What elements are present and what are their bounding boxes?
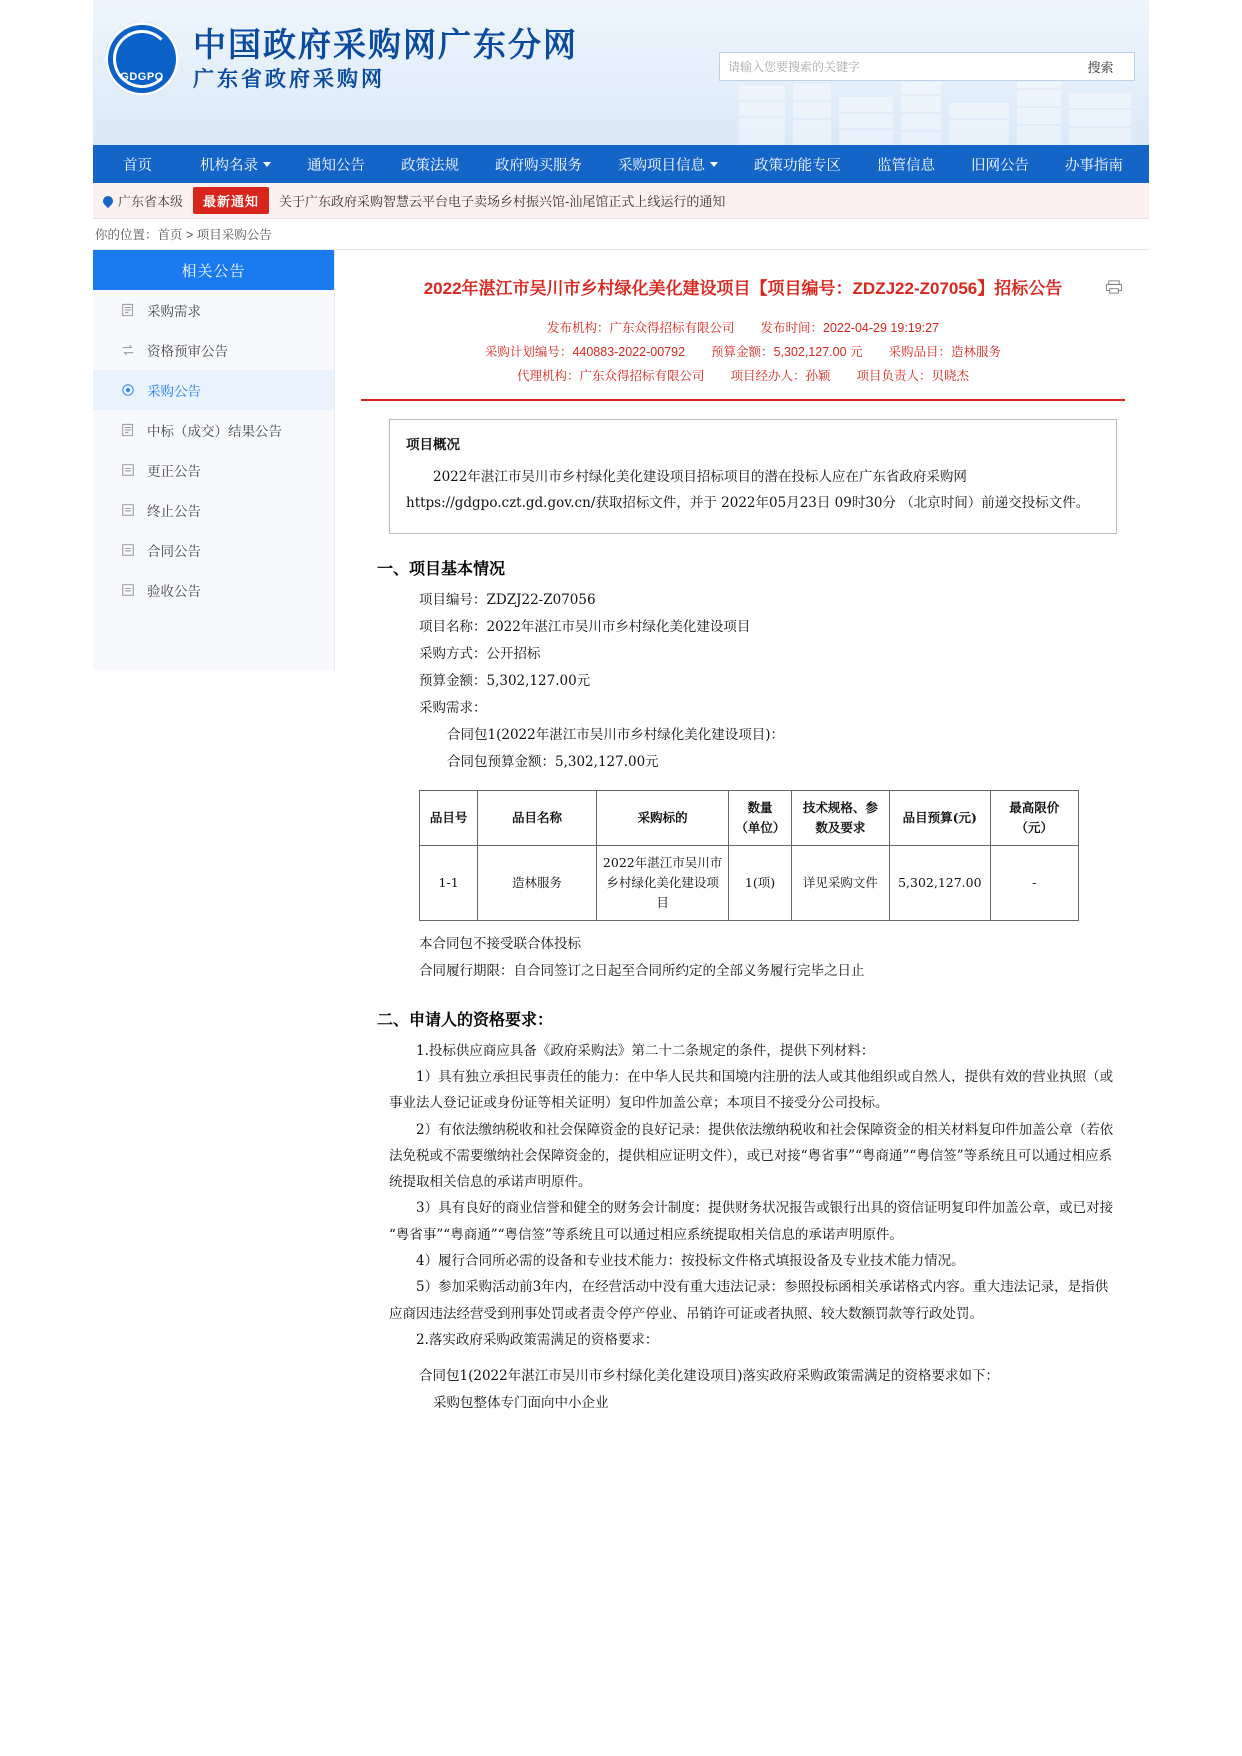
qualification-para-3: 3）具有良好的商业信誉和健全的财务会计制度：提供财务状况报告或银行出具的资信证明复印件加盖公章，或已对接“粤省事”“粤商通”“粤信签”等系统且可以通过相应系统提取相关信息的承诺声明原件。 — [389, 1200, 1114, 1243]
notice-bar — [93, 183, 1149, 219]
meta-key-1b: 预算金额： — [711, 344, 774, 359]
list-icon — [121, 463, 135, 477]
nav-item-8[interactable] — [953, 145, 1047, 183]
site-title-sub: 广东省政府采购网 — [193, 66, 385, 91]
meta-key-1c: 采购品目： — [888, 344, 952, 359]
sidebar — [93, 250, 335, 670]
col-head-2: 采购标的 — [596, 790, 729, 845]
nav-item-1[interactable] — [182, 145, 289, 183]
search-input[interactable] — [719, 52, 1067, 81]
cell-0-2: 2022年湛江市吴川市乡村绿化美化建设项目 — [596, 845, 729, 920]
site-title-main: 中国政府采购网广东分网 — [193, 24, 578, 64]
table-row — [420, 845, 1079, 920]
basic-info-0: 项目编号：ZDZJ22-Z07056 — [419, 591, 596, 608]
meta-val-2b: 孙颖 — [805, 369, 831, 384]
nav-item-7[interactable] — [859, 145, 953, 183]
meta-row-1 — [359, 340, 1127, 364]
meta-val-1b: 5,302,127.00 元 — [773, 344, 863, 359]
nav-label-1: 机构名录 — [200, 157, 258, 174]
sidebar-item-label-1: 资格预审公告 — [147, 344, 228, 359]
basic-info-4: 采购需求： — [419, 699, 487, 716]
meta-row-0 — [359, 316, 1127, 340]
nav-item-3[interactable] — [383, 145, 477, 183]
after-table-notes — [419, 931, 1127, 985]
article — [335, 250, 1149, 1447]
overview-text: 2022年湛江市吴川市乡村绿化美化建设项目招标项目的潜在投标人应在广东省政府采购网https://gdgpo.czt.gd.gov.cn/获取招标文件，并于 2022年05月23日 09时30分 （北京时间）前递交投标文件。 — [406, 468, 1090, 512]
swap-icon — [121, 343, 135, 357]
sidebar-item-caigouxuqiu[interactable] — [93, 290, 334, 330]
goods-table — [419, 790, 1079, 921]
col-head-3: 数量（单位） — [729, 790, 791, 845]
meta-key-2b: 项目经办人： — [730, 369, 806, 384]
nav-item-9[interactable] — [1047, 145, 1141, 183]
basic-info-2: 采购方式：公开招标 — [419, 645, 541, 662]
qualification-para-2: 2）有依法缴纳税收和社会保障资金的良好记录：提供依法缴纳税收和社会保障资金的相关材料复印件加盖公章（若依法免税或不需要缴纳社会保障资金的，提供相应证明文件），或已对接“粤省事”“粤商通”“粤信签”等系统且可以通过相应系统提取相关信息的承诺声明原件。 — [389, 1121, 1114, 1191]
meta-val-1c: 造林服务 — [951, 344, 1002, 359]
col-head-4: 技术规格、参数及要求 — [791, 790, 889, 845]
basic-info-3: 预算金额：5,302,127.00元 — [419, 672, 591, 689]
nav-label-5: 采购项目信息 — [618, 157, 705, 174]
main-content — [93, 249, 1149, 1447]
nav-label-0: 首页 — [123, 157, 152, 174]
meta-key-2c: 项目负责人： — [856, 369, 932, 384]
sidebar-item-hetonggonggao[interactable] — [93, 530, 334, 570]
nav-label-7: 监管信息 — [877, 157, 935, 174]
sidebar-item-label-4: 更正公告 — [147, 464, 201, 479]
sidebar-item-label-7: 验收公告 — [147, 584, 201, 599]
sidebar-item-yanshougonggao[interactable] — [93, 570, 334, 610]
nav-item-6[interactable] — [736, 145, 859, 183]
notice-link[interactable]: 关于广东政府采购智慧云平台电子卖场乡村振兴馆-汕尾馆正式上线运行的通知 — [279, 194, 726, 209]
tail-notes — [419, 1363, 1127, 1417]
nav-item-0[interactable] — [93, 145, 182, 183]
meta-key-0: 发布机构： — [546, 320, 610, 335]
page-title — [369, 276, 1117, 302]
nav-label-6: 政策功能专区 — [754, 157, 841, 174]
meta-key-2: 代理机构： — [516, 369, 580, 384]
list-icon — [121, 583, 135, 597]
col-head-5: 品目预算(元) — [890, 790, 990, 845]
after-table-1: 合同履行期限：自合同签订之日起至合同所约定的全部义务履行完毕之日止 — [419, 962, 865, 979]
section-title-1: 一、项目基本情况 — [377, 558, 506, 578]
section-title-2: 二、申请人的资格要求： — [377, 1009, 554, 1029]
list-icon — [121, 543, 135, 557]
nav-label-9: 办事指南 — [1065, 157, 1123, 174]
list-icon — [121, 503, 135, 517]
divider — [361, 399, 1125, 401]
sidebar-item-label-0: 采购需求 — [147, 304, 201, 319]
meta-val-1: 440883-2022-00792 — [572, 344, 686, 359]
sidebar-item-zhongzhigonggao[interactable] — [93, 490, 334, 530]
package-line-1: 合同包1(2022年湛江市吴川市乡村绿化美化建设项目)： — [447, 726, 784, 743]
nav-label-3: 政策法规 — [401, 157, 459, 174]
gdgpo-logo-icon — [105, 22, 179, 96]
breadcrumb: 你的位置：首页 > 项目采购公告 — [93, 219, 1149, 249]
nav-item-2[interactable] — [289, 145, 383, 183]
qualification-para-0: 1.投标供应商应具备《政府采购法》第二十二条规定的条件，提供下列材料： — [416, 1042, 875, 1059]
table-header-row — [420, 790, 1079, 845]
page-title-text: 2022年湛江市吴川市乡村绿化美化建设项目【项目编号：ZDZJ22-Z07056】招标公告 — [423, 279, 1063, 298]
meta-val-0b: 2022-04-29 19:19:27 — [822, 320, 940, 335]
doc-icon — [121, 303, 135, 317]
qualification-para-6: 2.落实政府采购政策需满足的资格要求： — [416, 1332, 659, 1348]
search-button[interactable]: 搜索 — [1067, 52, 1135, 81]
search-box — [719, 52, 1135, 81]
sidebar-item-genzhenggonggao[interactable] — [93, 450, 334, 490]
package-line-2: 合同包预算金额：5,302,127.00元 — [447, 753, 659, 770]
cell-0-1: 造林服务 — [478, 845, 597, 920]
nav-label-2: 通知公告 — [307, 157, 365, 174]
meta-key-1: 采购计划编号： — [484, 344, 573, 359]
tail-1: 采购包整体专门面向中小企业 — [433, 1395, 609, 1412]
target-icon — [121, 383, 135, 397]
sidebar-title: 相关公告 — [93, 250, 334, 290]
qualification-para-4: 4）履行合同所必需的设备和专业技术能力：按投标文件格式填报设备及专业技术能力情况。 — [416, 1253, 965, 1270]
col-head-6: 最高限价（元） — [990, 790, 1078, 845]
cell-0-5: 5,302,127.00 — [890, 845, 990, 920]
meta-row-2 — [359, 364, 1127, 388]
qualification-para-5: 5）参加采购活动前3年内，在经营活动中没有重大违法记录：参照投标函相关承诺格式内容。重大违法记录，是指供应商因违法经营受到刑事处罚或者责令停产停业、吊销许可证或者执照、较大数额罚款等行政处罚。 — [389, 1279, 1109, 1322]
chevron-down-icon — [263, 162, 271, 167]
tail-0: 合同包1(2022年湛江市吴川市乡村绿化美化建设项目)落实政府采购政策需满足的资格要求如下： — [419, 1368, 999, 1385]
sidebar-item-label-2: 采购公告 — [147, 384, 201, 399]
region-selector[interactable] — [103, 191, 183, 210]
status-badge: 最新通知 — [193, 187, 269, 214]
cell-0-4: 详见采购文件 — [791, 845, 889, 920]
logo-text: GDGPO — [120, 71, 164, 83]
nav-label-4: 政府购买服务 — [495, 157, 582, 174]
meta-val-2: 广东众得招标有限公司 — [579, 369, 705, 384]
doc-icon — [121, 423, 135, 437]
print-icon[interactable] — [1105, 280, 1123, 294]
sidebar-item-label-6: 合同公告 — [147, 544, 201, 559]
nav-item-4[interactable] — [477, 145, 600, 183]
location-pin-icon — [101, 193, 115, 207]
nav-item-5[interactable] — [600, 145, 736, 183]
region-label: 广东省本级 — [118, 194, 184, 209]
sidebar-item-label-5: 终止公告 — [147, 504, 201, 519]
sidebar-item-caigougonggao[interactable] — [93, 370, 334, 410]
meta-val-0: 广东众得招标有限公司 — [609, 320, 735, 335]
sidebar-item-zhongbiaojieguo[interactable] — [93, 410, 334, 450]
cell-0-0: 1-1 — [420, 845, 478, 920]
after-table-0: 本合同包不接受联合体投标 — [419, 935, 581, 952]
basic-info-1: 项目名称：2022年湛江市吴川市乡村绿化美化建设项目 — [419, 618, 751, 635]
article-meta — [359, 316, 1127, 389]
qualification-para-1: 1）具有独立承担民事责任的能力：在中华人民共和国境内注册的法人或其他组织或自然人，提供有效的营业执照（或事业法人登记证或身份证等相关证明）复印件加盖公章；本项目不接受分公司投标。 — [389, 1068, 1114, 1112]
cell-0-3: 1(项) — [729, 845, 791, 920]
sidebar-item-label-3: 中标（成交）结果公告 — [147, 424, 282, 439]
cell-0-6: - — [990, 845, 1078, 920]
basic-info-list — [419, 587, 1127, 776]
meta-key-0b: 发布时间： — [760, 320, 823, 335]
col-head-0: 品目号 — [420, 790, 478, 845]
site-logo[interactable] — [105, 22, 578, 96]
nav-label-8: 旧网公告 — [971, 157, 1029, 174]
overview-label: 项目概况 — [406, 436, 460, 453]
chevron-down-icon — [710, 162, 718, 167]
col-head-1: 品目名称 — [478, 790, 597, 845]
meta-val-2c: 贝晓杰 — [931, 369, 970, 384]
main-nav — [93, 145, 1149, 183]
sidebar-item-zigeyushen[interactable] — [93, 330, 334, 370]
project-overview-box — [389, 419, 1117, 534]
site-header — [93, 0, 1149, 145]
